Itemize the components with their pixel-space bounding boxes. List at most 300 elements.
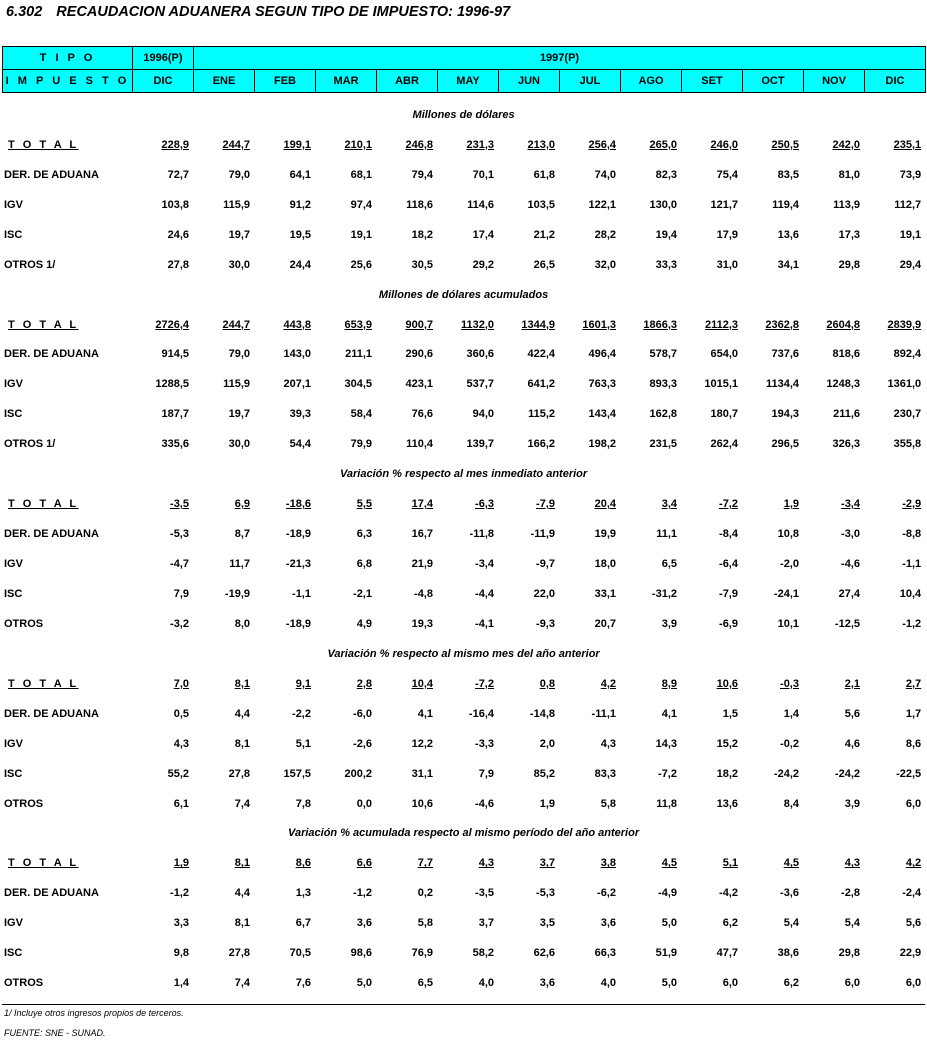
cell-value: -2,8 bbox=[841, 887, 860, 900]
row-label: IGV bbox=[4, 917, 23, 930]
cell-value: -31,2 bbox=[651, 587, 677, 600]
table-row bbox=[2, 848, 925, 878]
cell-value: 29,8 bbox=[838, 947, 860, 960]
cell-value: 47,7 bbox=[716, 947, 738, 960]
cell-value: -9,3 bbox=[536, 617, 555, 630]
cell-value: 14,3 bbox=[655, 737, 677, 750]
cell-value: 242,0 bbox=[832, 138, 860, 151]
cell-value: 6,2 bbox=[722, 917, 738, 930]
cell-value: -7,9 bbox=[719, 587, 738, 600]
header-month: ENE bbox=[194, 70, 255, 93]
cell-value: 39,3 bbox=[289, 408, 311, 421]
cell-value: 1288,5 bbox=[155, 378, 189, 391]
cell-value: 1601,3 bbox=[582, 318, 616, 331]
cell-value: 157,5 bbox=[283, 767, 311, 780]
table-row bbox=[2, 968, 925, 998]
cell-value: 34,1 bbox=[777, 258, 799, 271]
cell-value: -4,6 bbox=[475, 797, 494, 810]
cell-value: 8,9 bbox=[661, 677, 677, 690]
cell-value: -3,5 bbox=[170, 498, 189, 511]
cell-value: 5,6 bbox=[905, 917, 922, 930]
cell-value: 15,2 bbox=[716, 737, 738, 750]
cell-value: -3,3 bbox=[475, 737, 494, 750]
cell-value: 115,9 bbox=[223, 198, 250, 211]
cell-value: -2,6 bbox=[353, 737, 372, 750]
table-row bbox=[2, 699, 925, 729]
cell-value: 304,5 bbox=[344, 378, 372, 391]
cell-value: -1,2 bbox=[170, 887, 189, 900]
cell-value: 3,7 bbox=[539, 857, 555, 870]
cell-value: 10,4 bbox=[411, 677, 433, 690]
cell-value: 7,7 bbox=[417, 857, 433, 870]
cell-value: 3,8 bbox=[600, 857, 616, 870]
cell-value: 22,0 bbox=[533, 587, 555, 600]
cell-value: 1134,4 bbox=[765, 378, 799, 391]
row-label: OTROS bbox=[4, 977, 44, 990]
cell-value: 900,7 bbox=[405, 318, 433, 331]
cell-value: 199,1 bbox=[283, 138, 311, 151]
cell-value: 537,7 bbox=[466, 378, 494, 391]
cell-value: 3,6 bbox=[356, 917, 372, 930]
cell-value: 4,5 bbox=[783, 857, 799, 870]
page-title bbox=[6, 4, 510, 20]
cell-value: 654,0 bbox=[710, 348, 738, 361]
cell-value: 22,9 bbox=[899, 947, 922, 960]
cell-value: 893,3 bbox=[649, 378, 677, 391]
cell-value: 68,1 bbox=[350, 168, 372, 181]
cell-value: 58,4 bbox=[350, 408, 372, 421]
cell-value: -6,2 bbox=[597, 887, 616, 900]
cell-value: 61,8 bbox=[533, 168, 555, 181]
cell-value: 58,2 bbox=[472, 947, 494, 960]
cell-value: 5,5 bbox=[356, 498, 372, 511]
cell-value: 4,3 bbox=[600, 737, 616, 750]
cell-value: 31,1 bbox=[411, 767, 433, 780]
cell-value: 290,6 bbox=[405, 348, 433, 361]
cell-value: 0,8 bbox=[539, 677, 555, 690]
cell-value: 27,8 bbox=[228, 767, 250, 780]
row-label: OTROS 1/ bbox=[4, 258, 56, 271]
cell-value: 360,6 bbox=[466, 348, 494, 361]
cell-value: 187,7 bbox=[161, 408, 189, 421]
cell-value: 51,9 bbox=[655, 947, 677, 960]
cell-value: 423,1 bbox=[405, 378, 433, 391]
cell-value: 4,0 bbox=[600, 977, 616, 990]
footnote: 1/ Incluye otros ingresos propios de terceros. bbox=[4, 1008, 184, 1018]
cell-value: 4,6 bbox=[844, 737, 860, 750]
cell-value: 17,3 bbox=[838, 228, 860, 241]
cell-value: 3,6 bbox=[539, 977, 555, 990]
cell-value: 3,6 bbox=[600, 917, 616, 930]
cell-value: 326,3 bbox=[832, 438, 860, 451]
cell-value: 763,3 bbox=[588, 378, 616, 391]
cell-value: 6,2 bbox=[783, 977, 799, 990]
source-note: FUENTE: SNE - SUNAD. bbox=[4, 1028, 106, 1038]
cell-value: 641,2 bbox=[527, 378, 555, 391]
cell-value: -3,6 bbox=[780, 887, 799, 900]
cell-value: 2112,3 bbox=[704, 318, 738, 331]
cell-value: -2,4 bbox=[902, 887, 922, 900]
cell-value: 19,4 bbox=[655, 228, 677, 241]
cell-value: 19,7 bbox=[228, 408, 250, 421]
cell-value: 6,0 bbox=[905, 797, 922, 810]
cell-value: 5,0 bbox=[661, 977, 677, 990]
section-title-row bbox=[2, 280, 925, 310]
cell-value: 8,6 bbox=[905, 737, 922, 750]
cell-value: 8,4 bbox=[783, 797, 799, 810]
header-month: DIC bbox=[865, 70, 926, 93]
cell-value: 11,1 bbox=[656, 528, 677, 541]
cell-value: 110,4 bbox=[406, 438, 433, 451]
row-label: T O T A L bbox=[8, 138, 79, 151]
table-row bbox=[2, 908, 925, 938]
cell-value: 5,4 bbox=[783, 917, 799, 930]
cell-value: 27,8 bbox=[228, 947, 250, 960]
cell-value: 10,1 bbox=[777, 617, 799, 630]
table-row bbox=[2, 340, 925, 370]
cell-value: -16,4 bbox=[468, 707, 494, 720]
header-month: SET bbox=[682, 70, 743, 93]
cell-value: 79,0 bbox=[228, 348, 250, 361]
cell-value: -9,7 bbox=[536, 558, 555, 571]
row-label: T O T A L bbox=[8, 857, 79, 870]
cell-value: 1,9 bbox=[539, 797, 555, 810]
cell-value: 6,1 bbox=[173, 797, 189, 810]
table-row bbox=[2, 759, 925, 789]
cell-value: 118,6 bbox=[406, 198, 433, 211]
row-label: IGV bbox=[4, 198, 23, 211]
cell-value: 81,0 bbox=[838, 168, 860, 181]
cell-value: -7,2 bbox=[719, 498, 738, 511]
cell-value: 6,0 bbox=[722, 977, 738, 990]
cell-value: 38,6 bbox=[777, 947, 799, 960]
cell-value: 4,4 bbox=[234, 707, 250, 720]
cell-value: 296,5 bbox=[771, 438, 799, 451]
cell-value: 1,9 bbox=[783, 498, 799, 511]
row-label: ISC bbox=[4, 947, 23, 960]
cell-value: 244,7 bbox=[222, 318, 250, 331]
cell-value: -1,1 bbox=[902, 558, 922, 571]
table-row bbox=[2, 160, 925, 190]
cell-value: 2,7 bbox=[905, 677, 922, 690]
row-label: ISC bbox=[4, 587, 23, 600]
table-row bbox=[2, 789, 925, 819]
table-row bbox=[2, 250, 925, 280]
data-table bbox=[2, 100, 925, 998]
cell-value: -11,9 bbox=[530, 528, 555, 541]
cell-value: 198,2 bbox=[588, 438, 616, 451]
table-row bbox=[2, 669, 925, 699]
cell-value: 262,4 bbox=[710, 438, 738, 451]
cell-value: 210,1 bbox=[344, 138, 372, 151]
cell-value: 7,4 bbox=[234, 977, 250, 990]
cell-value: 70,1 bbox=[472, 168, 494, 181]
cell-value: 1,3 bbox=[295, 887, 311, 900]
cell-value: 29,2 bbox=[472, 258, 494, 271]
cell-value: 8,7 bbox=[234, 528, 250, 541]
cell-value: 6,9 bbox=[234, 498, 250, 511]
cell-value: 1344,9 bbox=[521, 318, 555, 331]
cell-value: 8,1 bbox=[234, 737, 250, 750]
table-row bbox=[2, 729, 925, 759]
cell-value: 4,3 bbox=[844, 857, 860, 870]
cell-value: 119,4 bbox=[772, 198, 799, 211]
cell-value: 112,7 bbox=[894, 198, 922, 211]
table-row bbox=[2, 369, 925, 399]
header-tipo: T I P O bbox=[3, 47, 133, 70]
cell-value: -21,3 bbox=[285, 558, 311, 571]
cell-value: 207,1 bbox=[283, 378, 311, 391]
section-title-row bbox=[2, 639, 925, 669]
cell-value: -2,9 bbox=[902, 498, 922, 511]
table-row bbox=[2, 579, 925, 609]
cell-value: 25,6 bbox=[350, 258, 372, 271]
row-label: DER. DE ADUANA bbox=[4, 168, 99, 181]
cell-value: 1015,1 bbox=[704, 378, 738, 391]
cell-value: 20,4 bbox=[594, 498, 616, 511]
cell-value: 94,0 bbox=[472, 408, 494, 421]
cell-value: 33,1 bbox=[594, 587, 616, 600]
cell-value: -19,9 bbox=[224, 587, 250, 600]
cell-value: -2,0 bbox=[780, 558, 799, 571]
cell-value: 6,3 bbox=[356, 528, 372, 541]
cell-value: 162,8 bbox=[649, 408, 677, 421]
cell-value: 10,6 bbox=[411, 797, 433, 810]
cell-value: -7,2 bbox=[658, 767, 677, 780]
cell-value: -8,8 bbox=[902, 528, 922, 541]
cell-value: -4,8 bbox=[414, 587, 433, 600]
cell-value: 166,2 bbox=[527, 438, 555, 451]
cell-value: -11,8 bbox=[469, 528, 494, 541]
cell-value: 7,9 bbox=[478, 767, 494, 780]
cell-value: 72,7 bbox=[167, 168, 189, 181]
cell-value: 8,1 bbox=[234, 857, 250, 870]
cell-value: 66,3 bbox=[594, 947, 616, 960]
cell-value: 6,5 bbox=[417, 977, 433, 990]
cell-value: 1866,3 bbox=[643, 318, 677, 331]
cell-value: 13,6 bbox=[777, 228, 799, 241]
cell-value: 21,9 bbox=[411, 558, 433, 571]
cell-value: 29,4 bbox=[899, 258, 922, 271]
row-label: DER. DE ADUANA bbox=[4, 707, 99, 720]
table-row bbox=[2, 878, 925, 908]
cell-value: 3,3 bbox=[173, 917, 189, 930]
cell-value: 7,8 bbox=[295, 797, 311, 810]
cell-value: 114,6 bbox=[467, 198, 494, 211]
cell-value: 7,0 bbox=[173, 677, 189, 690]
cell-value: 62,6 bbox=[533, 947, 555, 960]
cell-value: 17,4 bbox=[472, 228, 494, 241]
cell-value: 91,2 bbox=[289, 198, 311, 211]
section-title-row bbox=[2, 819, 925, 849]
cell-value: 18,0 bbox=[594, 558, 616, 571]
cell-value: 4,5 bbox=[661, 857, 677, 870]
header-month: OCT bbox=[743, 70, 804, 93]
cell-value: 4,0 bbox=[478, 977, 494, 990]
cell-value: 8,6 bbox=[295, 857, 311, 870]
cell-value: 1,5 bbox=[722, 707, 738, 720]
row-label: OTROS bbox=[4, 617, 44, 630]
cell-value: -0,2 bbox=[780, 737, 799, 750]
header-impuesto: I M P U E S T O bbox=[3, 70, 133, 93]
cell-value: -3,4 bbox=[841, 498, 860, 511]
header-month: ABR bbox=[377, 70, 438, 93]
cell-value: 10,4 bbox=[899, 587, 922, 600]
cell-value: 422,4 bbox=[527, 348, 555, 361]
cell-value: -5,3 bbox=[170, 528, 189, 541]
cell-value: 0,0 bbox=[356, 797, 372, 810]
cell-value: 54,4 bbox=[289, 438, 311, 451]
row-label: DER. DE ADUANA bbox=[4, 887, 99, 900]
header-month: AGO bbox=[621, 70, 682, 93]
header-year-1996: 1996(P) bbox=[133, 47, 194, 70]
cell-value: 1132,0 bbox=[460, 318, 494, 331]
cell-value: 18,2 bbox=[411, 228, 433, 241]
cell-value: 8,0 bbox=[234, 617, 250, 630]
cell-value: 18,2 bbox=[716, 767, 738, 780]
cell-value: -3,4 bbox=[475, 558, 494, 571]
cell-value: 256,4 bbox=[588, 138, 616, 151]
cell-value: 5,1 bbox=[295, 737, 311, 750]
row-label: ISC bbox=[4, 767, 23, 780]
cell-value: 85,2 bbox=[533, 767, 555, 780]
cell-value: 76,9 bbox=[411, 947, 433, 960]
cell-value: 9,1 bbox=[295, 677, 311, 690]
header-month: NOV bbox=[804, 70, 865, 93]
cell-value: 892,4 bbox=[893, 348, 922, 361]
cell-value: 5,0 bbox=[356, 977, 372, 990]
cell-value: 0,5 bbox=[173, 707, 189, 720]
cell-value: 4,4 bbox=[234, 887, 250, 900]
cell-value: 496,4 bbox=[588, 348, 616, 361]
cell-value: 121,7 bbox=[710, 198, 738, 211]
cell-value: -8,4 bbox=[719, 528, 738, 541]
cell-value: 4,2 bbox=[905, 857, 922, 870]
cell-value: 143,4 bbox=[588, 408, 616, 421]
header-month: FEB bbox=[255, 70, 316, 93]
cell-value: -4,7 bbox=[170, 558, 189, 571]
cell-value: 98,6 bbox=[350, 947, 372, 960]
cell-value: 29,8 bbox=[838, 258, 860, 271]
cell-value: 1,7 bbox=[905, 707, 922, 720]
cell-value: 139,7 bbox=[466, 438, 494, 451]
cell-value: 113,9 bbox=[833, 198, 860, 211]
cell-value: 443,8 bbox=[283, 318, 311, 331]
section-title: Variación % acumulada respecto al mismo período del año anterior bbox=[288, 827, 640, 840]
cell-value: -4,4 bbox=[475, 587, 494, 600]
cell-value: -18,9 bbox=[285, 528, 311, 541]
cell-value: 244,7 bbox=[222, 138, 250, 151]
cell-value: 30,5 bbox=[411, 258, 433, 271]
cell-value: 70,5 bbox=[289, 947, 311, 960]
cell-value: 4,1 bbox=[661, 707, 677, 720]
cell-value: 265,0 bbox=[649, 138, 677, 151]
cell-value: 4,9 bbox=[356, 617, 372, 630]
table-row bbox=[2, 429, 925, 459]
cell-value: 200,2 bbox=[344, 767, 372, 780]
cell-value: 2,0 bbox=[539, 737, 555, 750]
cell-value: 17,4 bbox=[411, 498, 433, 511]
cell-value: 64,1 bbox=[289, 168, 311, 181]
table-row bbox=[2, 399, 925, 429]
cell-value: 10,6 bbox=[716, 677, 738, 690]
cell-value: 8,1 bbox=[234, 917, 250, 930]
cell-value: 24,6 bbox=[167, 228, 189, 241]
cell-value: 28,2 bbox=[594, 228, 616, 241]
cell-value: 115,2 bbox=[528, 408, 555, 421]
cell-value: 6,7 bbox=[295, 917, 311, 930]
cell-value: 737,6 bbox=[771, 348, 799, 361]
cell-value: 1248,3 bbox=[826, 378, 860, 391]
cell-value: 211,1 bbox=[345, 348, 372, 361]
cell-value: 27,8 bbox=[167, 258, 189, 271]
cell-value: -11,1 bbox=[591, 707, 616, 720]
cell-value: 33,3 bbox=[655, 258, 677, 271]
cell-value: 75,4 bbox=[716, 168, 738, 181]
cell-value: 4,3 bbox=[173, 737, 189, 750]
cell-value: -22,5 bbox=[896, 767, 922, 780]
header-month: JUN bbox=[499, 70, 560, 93]
cell-value: -1,1 bbox=[292, 587, 311, 600]
cell-value: 246,8 bbox=[405, 138, 433, 151]
cell-value: 82,3 bbox=[655, 168, 677, 181]
row-label: IGV bbox=[4, 737, 23, 750]
table-row bbox=[2, 549, 925, 579]
cell-value: 30,0 bbox=[228, 258, 250, 271]
row-label: OTROS bbox=[4, 797, 44, 810]
cell-value: -6,3 bbox=[475, 498, 494, 511]
cell-value: 103,5 bbox=[527, 198, 555, 211]
cell-value: 4,1 bbox=[417, 707, 433, 720]
cell-value: 130,0 bbox=[649, 198, 677, 211]
section-title-row bbox=[2, 100, 925, 130]
cell-value: 79,9 bbox=[350, 438, 372, 451]
cell-value: 0,2 bbox=[417, 887, 433, 900]
cell-value: -24,2 bbox=[773, 767, 799, 780]
cell-value: 914,5 bbox=[161, 348, 189, 361]
cell-value: 103,8 bbox=[161, 198, 189, 211]
cell-value: 4,2 bbox=[600, 677, 616, 690]
table-row bbox=[2, 938, 925, 968]
cell-value: -4,2 bbox=[719, 887, 738, 900]
cell-value: 7,6 bbox=[295, 977, 311, 990]
cell-value: -3,2 bbox=[170, 617, 189, 630]
cell-value: 355,8 bbox=[893, 438, 922, 451]
row-label: ISC bbox=[4, 408, 23, 421]
section-title: Variación % respecto al mismo mes del año anterior bbox=[327, 647, 600, 660]
row-label: IGV bbox=[4, 558, 23, 571]
cell-value: 5,6 bbox=[844, 707, 860, 720]
cell-value: 5,1 bbox=[722, 857, 738, 870]
cell-value: 5,0 bbox=[661, 917, 677, 930]
cell-value: 12,2 bbox=[411, 737, 433, 750]
cell-value: 9,8 bbox=[173, 947, 189, 960]
cell-value: -3,5 bbox=[475, 887, 494, 900]
cell-value: 231,5 bbox=[649, 438, 677, 451]
cell-value: -1,2 bbox=[902, 617, 922, 630]
cell-value: 6,0 bbox=[844, 977, 860, 990]
cell-value: 2726,4 bbox=[155, 318, 189, 331]
cell-value: 13,6 bbox=[716, 797, 738, 810]
cell-value: 2,8 bbox=[356, 677, 372, 690]
cell-value: -2,1 bbox=[353, 587, 372, 600]
row-label: OTROS 1/ bbox=[4, 438, 56, 451]
cell-value: -1,2 bbox=[353, 887, 372, 900]
cell-value: 19,9 bbox=[594, 528, 616, 541]
cell-value: -24,1 bbox=[773, 587, 799, 600]
cell-value: 3,9 bbox=[844, 797, 860, 810]
cell-value: -6,9 bbox=[719, 617, 738, 630]
